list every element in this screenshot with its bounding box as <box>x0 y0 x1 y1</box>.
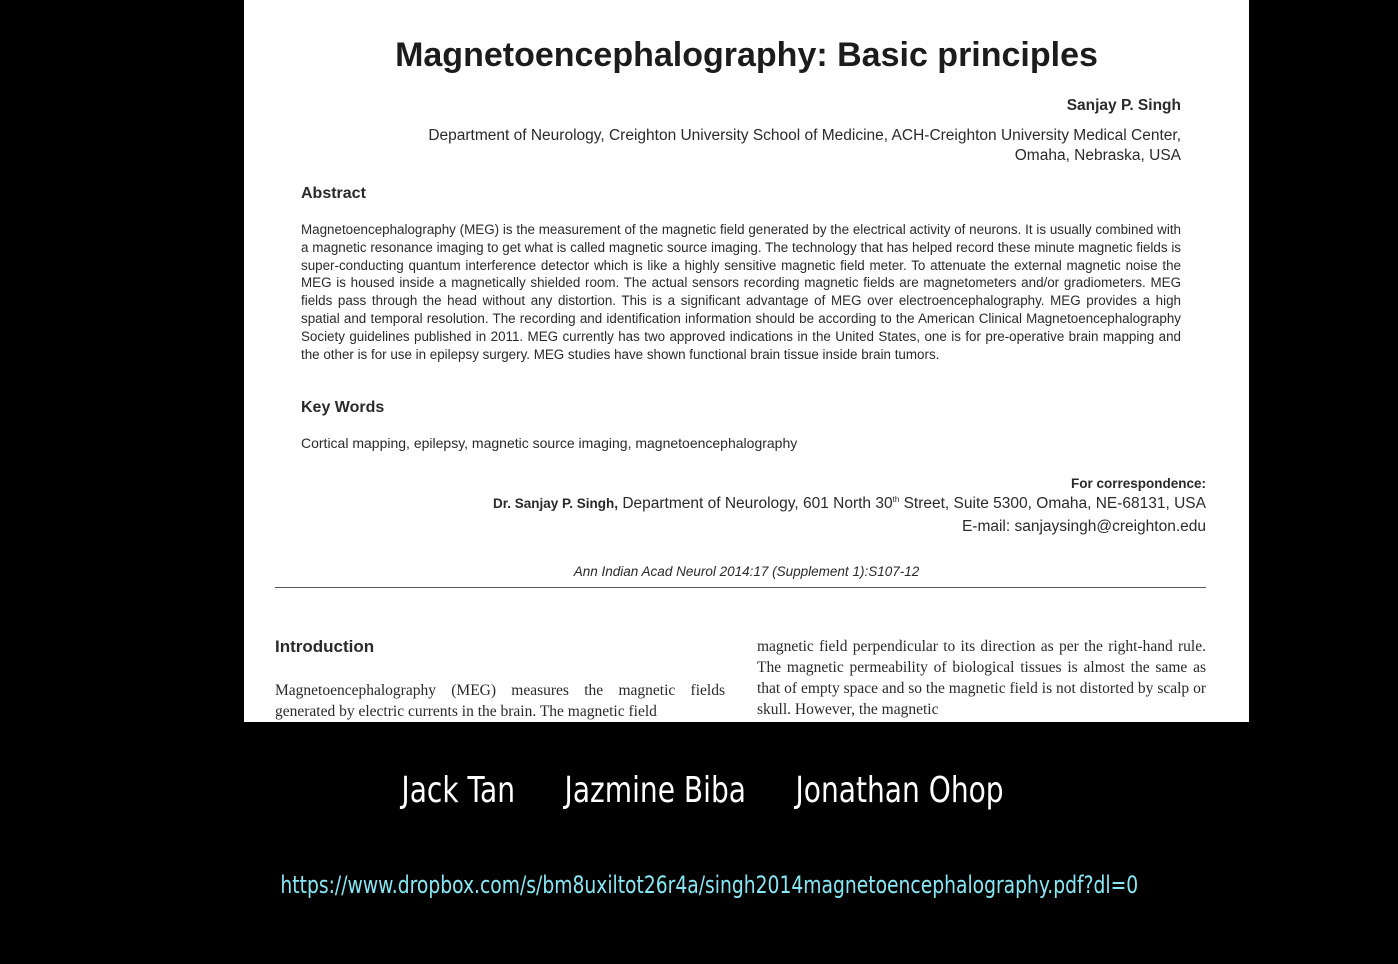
introduction-column-right: magnetic field perpendicular to its direction as per the right-hand rule. The magnetic permeability of biological tissues is almost the same as that of empty space and so the magnetic field is not distorted by scalp or skull. However, the magnetic <box>757 638 1206 718</box>
paper-page-image <box>244 0 1249 722</box>
affiliation-line-2: Omaha, Nebraska, USA <box>1014 147 1181 164</box>
keywords-text: Cortical mapping, epilepsy, magnetic source imaging, magnetoencephalography <box>301 435 798 451</box>
abstract-text: Magnetoencephalography (MEG) is the measurement of the magnetic field generated by the electrical activity of neurons. It is usually combined with a magnetic resonance imaging to get what is called magnetic source imaging. The technology that has helped record these minute magnetic fields is super-conducting quantum interference detector which is like a highly sensitive magnetic field meter. To attenuate the external magnetic noise the MEG is housed inside a magnetically shielded room. The actual sensors recording magnetic fields are magnetometers and/or gradiometers. MEG fields pass through the head without any distortion. This is a significant advantage of MEG over electroencephalography. MEG provides a high spatial and temporal resolution. The recording and identification information should be according to the American Clinical Magnetoencephalography Society guidelines published in 2011. MEG currently has two approved indications in the United States, one is for pre-operative brain mapping and the other is for use in epilepsy surgery. MEG studies have shown functional brain tissue inside brain tumors. <box>301 222 1181 362</box>
correspondence-label: For correspondence: <box>1070 476 1206 491</box>
correspondence-address <box>493 495 1206 513</box>
correspondence-address-end: Street, Suite 5300, Omaha, NE-68131, USA <box>899 495 1206 513</box>
presenter-name: Jack Tan <box>401 770 516 811</box>
section-divider <box>275 587 1206 588</box>
presenter-names <box>157 770 1247 811</box>
correspondence-address-start: Department of Neurology, 601 North 30 <box>618 495 893 513</box>
presenter-name: Jazmine Biba <box>564 770 747 811</box>
keywords-heading: Key Words <box>301 399 385 416</box>
abstract-heading: Abstract <box>301 185 366 202</box>
source-link[interactable]: https://www.dropbox.com/s/bm8uxiltot26r4a/singh2014magnetoencephalography.pdf?dl=0 <box>280 871 1139 899</box>
author-affiliation <box>281 126 1181 166</box>
correspondence-email: E-mail: sanjaysingh@creighton.edu <box>961 518 1206 535</box>
introduction-column-left: Magnetoencephalography (MEG) measures the magnetic fields generated by electric currents in the brain. The magnetic field <box>275 682 725 720</box>
ordinal-suffix: th <box>892 495 900 504</box>
presenter-name: Jonathan Ohop <box>795 770 1004 811</box>
paper-author: Sanjay P. Singh <box>1066 97 1181 114</box>
paper-title: Magnetoencephalography: Basic principles <box>395 36 1098 74</box>
introduction-heading: Introduction <box>275 637 375 656</box>
affiliation-line-1: Department of Neurology, Creighton University School of Medicine, ACH-Creighton University Medical Center, <box>428 127 1181 144</box>
correspondence-name: Dr. Sanjay P. Singh, <box>492 496 619 512</box>
journal-citation: Ann Indian Acad Neurol 2014:17 (Supplement 1):S107-12 <box>573 564 920 579</box>
